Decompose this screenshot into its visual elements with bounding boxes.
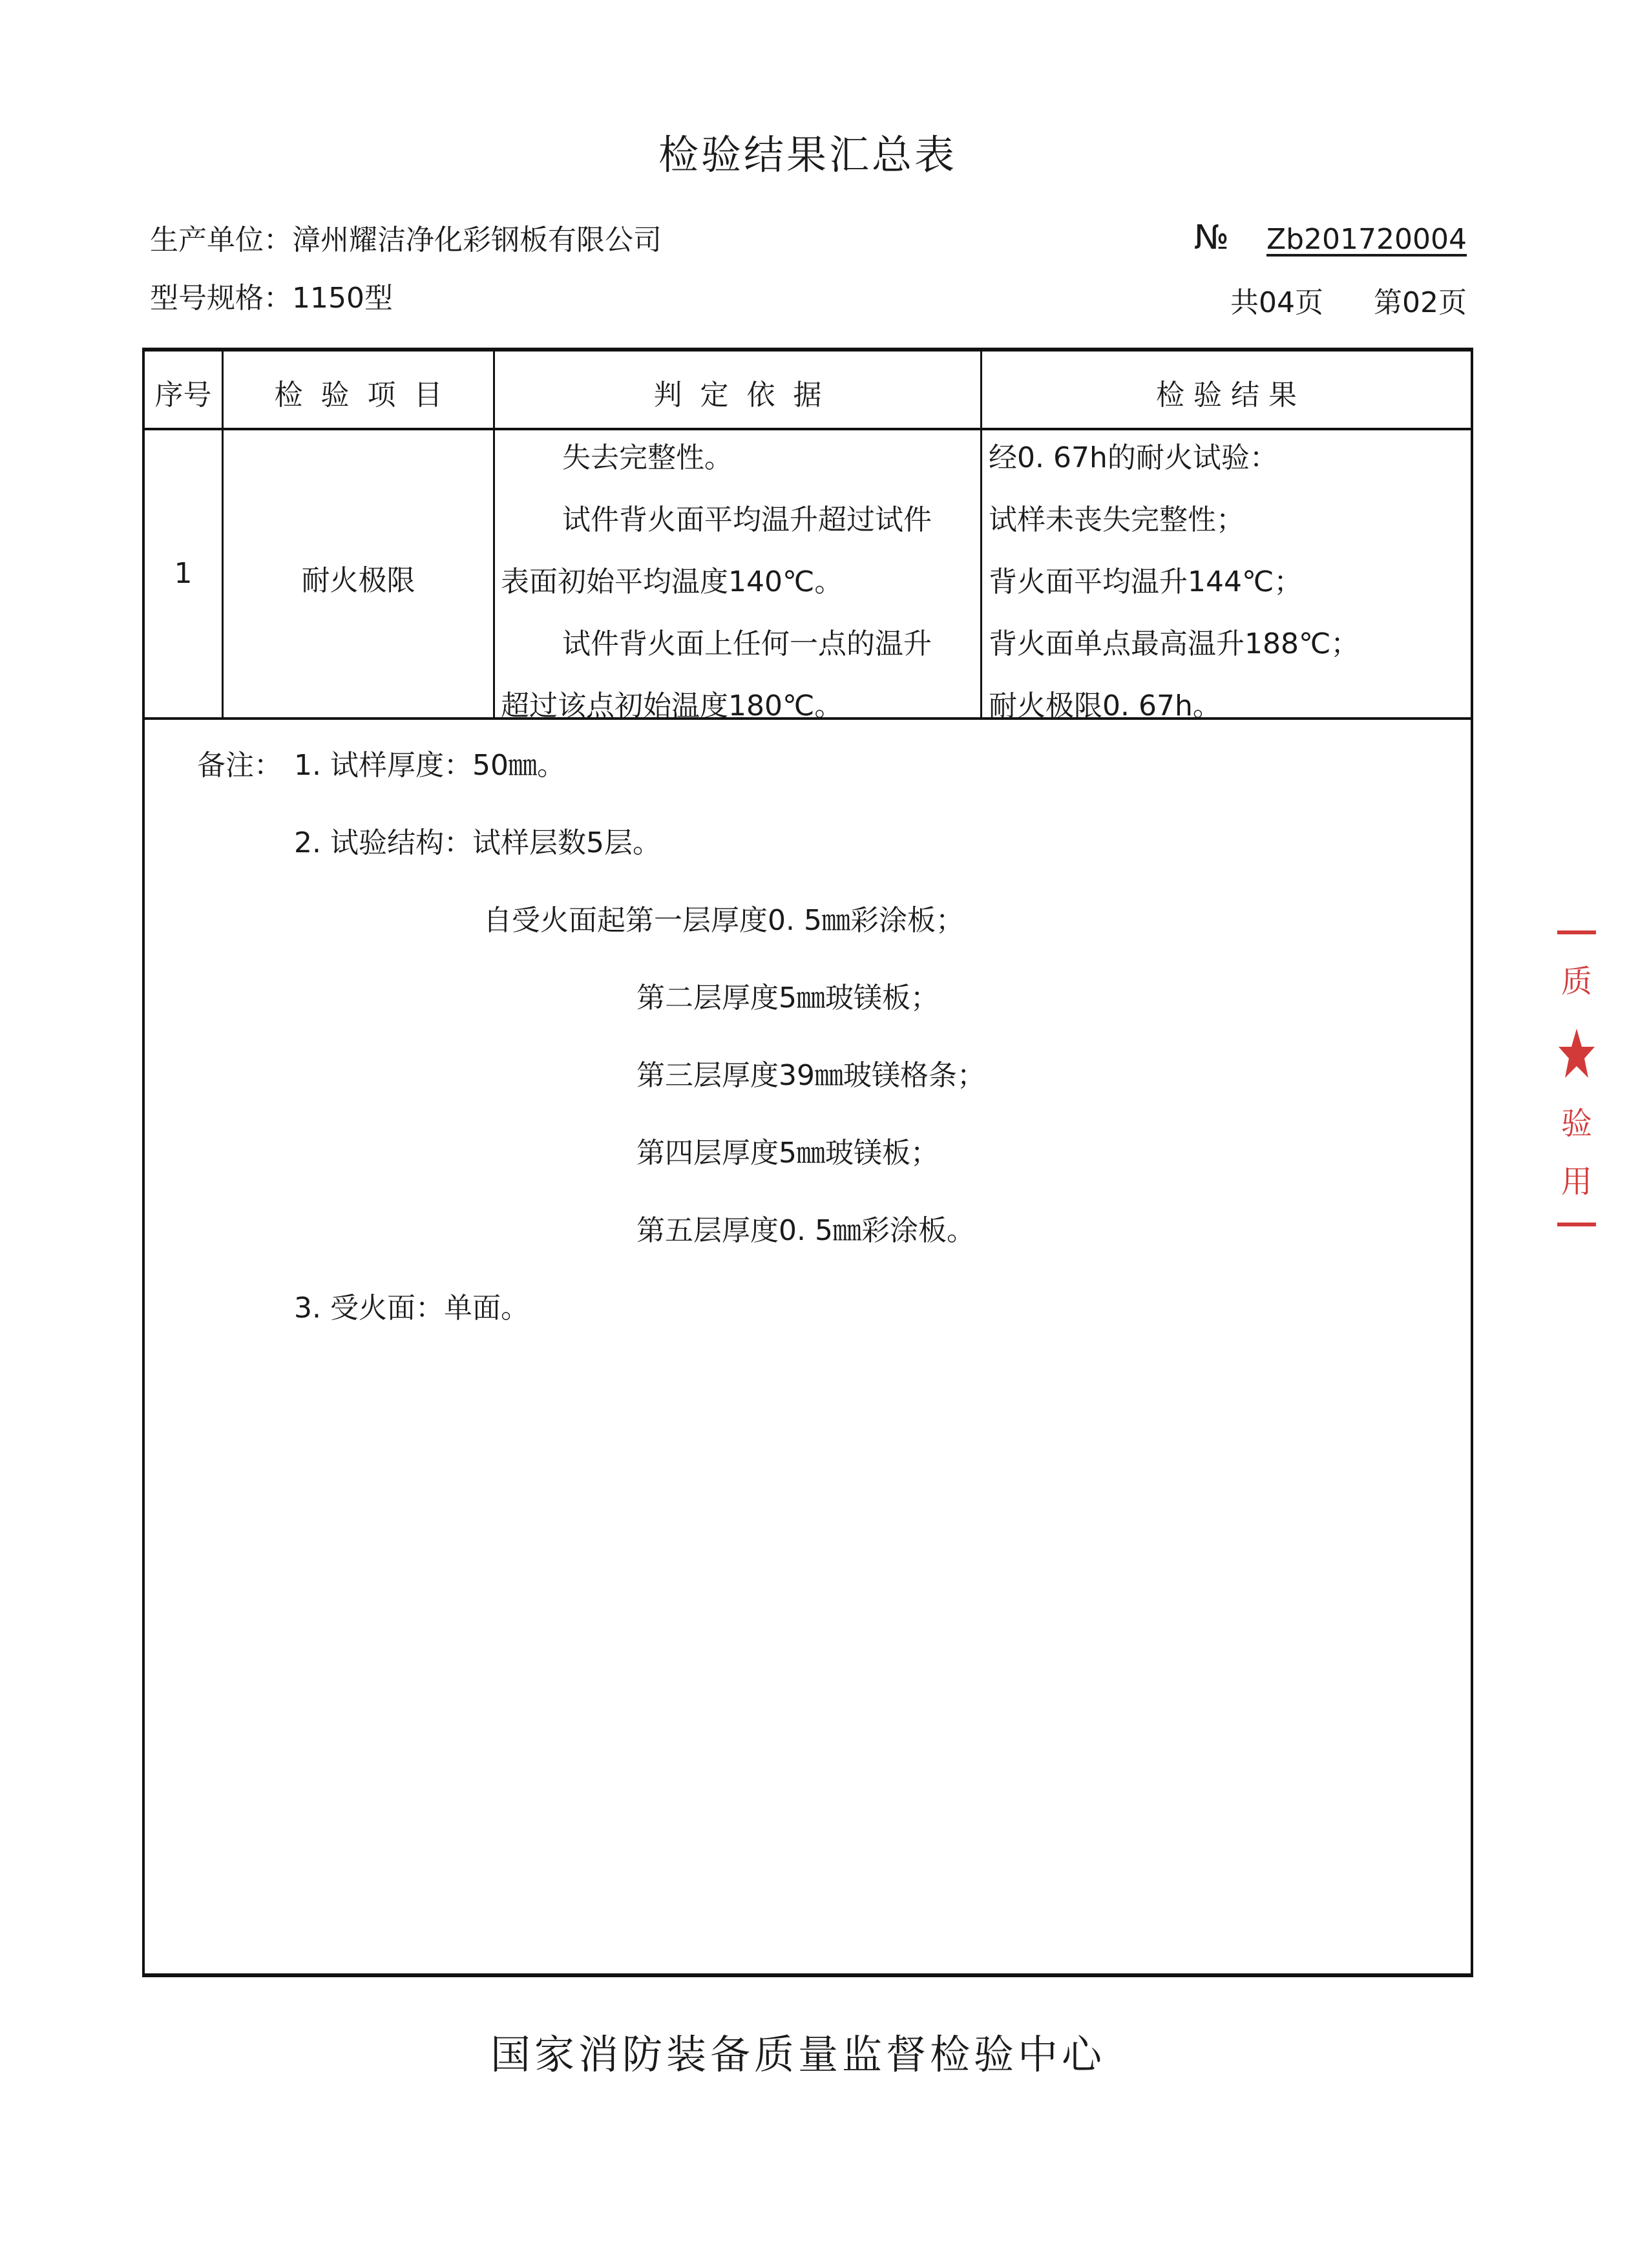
model-label: 型号规格： [150,282,292,315]
document-title: 检验结果汇总表 [658,131,957,178]
model-value: 1150型 [292,282,393,315]
note-layer-5: 第五层厚度0. 5㎜彩涂板。 [636,1214,975,1247]
note-item-3: 3. 受火面：单面。 [294,1292,529,1325]
result-line-5: 耐火极限0. 67h。 [989,689,1221,722]
result-line-1: 经0. 67h的耐火试验： [989,441,1278,474]
note-layer-3: 第三层厚度39㎜玻镁格条； [636,1059,985,1092]
notes-label: 备注： [197,749,282,782]
page-info [1163,279,1467,320]
result-line-2: 试样未丧失完整性； [989,503,1245,536]
header-divider [142,428,1473,430]
basis-line-2: 试件背火面平均温升超过试件 [562,503,932,536]
seal-char-2: 验 [1561,1106,1593,1142]
basis-line-5: 超过该点初始温度180℃。 [501,689,843,722]
seal-char-1: 质 [1561,963,1593,1000]
note-item-2: 2. 试验结构：试样层数5层。 [294,826,661,859]
model-line [150,275,393,316]
header-item: 检 验 项 目 [274,379,443,412]
report-number-label: № [1193,218,1229,257]
seal-border-top [1557,930,1596,934]
note-layer-4: 第四层厚度5㎜玻镁板； [636,1137,939,1170]
seal-border-bottom [1557,1223,1596,1226]
page-current: 第02页 [1374,286,1467,319]
result-line-4: 背火面单点最高温升188℃； [989,627,1360,660]
pages-total: 共04页 [1230,286,1323,319]
header-basis: 判 定 依 据 [653,379,822,412]
producer-label: 生产单位： [150,224,292,257]
note-layer-1: 自受火面起第一层厚度0. 5㎜彩涂板； [483,904,964,937]
basis-line-4: 试件背火面上任何一点的温升 [562,627,932,660]
seal-star-icon [1559,1027,1595,1079]
row-item: 耐火极限 [301,564,415,597]
producer-line [150,216,662,258]
basis-line-1: 失去完整性。 [562,441,733,474]
seal-char-3: 用 [1561,1164,1593,1200]
official-seal-fragment [1557,930,1596,1228]
header-seq: 序号 [154,379,212,412]
row-seq: 1 [174,557,193,590]
note-item-1: 1. 试样厚度：50㎜。 [294,749,565,782]
report-number-value: Zb201720004 [1266,223,1467,256]
header-result: 检 验 结 果 [1156,379,1297,412]
producer-name: 漳州耀洁净化彩钢板有限公司 [292,224,662,257]
result-line-3: 背火面平均温升144℃； [989,565,1303,598]
basis-line-3: 表面初始平均温度140℃。 [501,565,843,598]
note-layer-2: 第二层厚度5㎜玻镁板； [636,982,939,1014]
issuing-organization: 国家消防装备质量监督检验中心 [490,2031,1106,2078]
report-number-line [1163,218,1467,257]
